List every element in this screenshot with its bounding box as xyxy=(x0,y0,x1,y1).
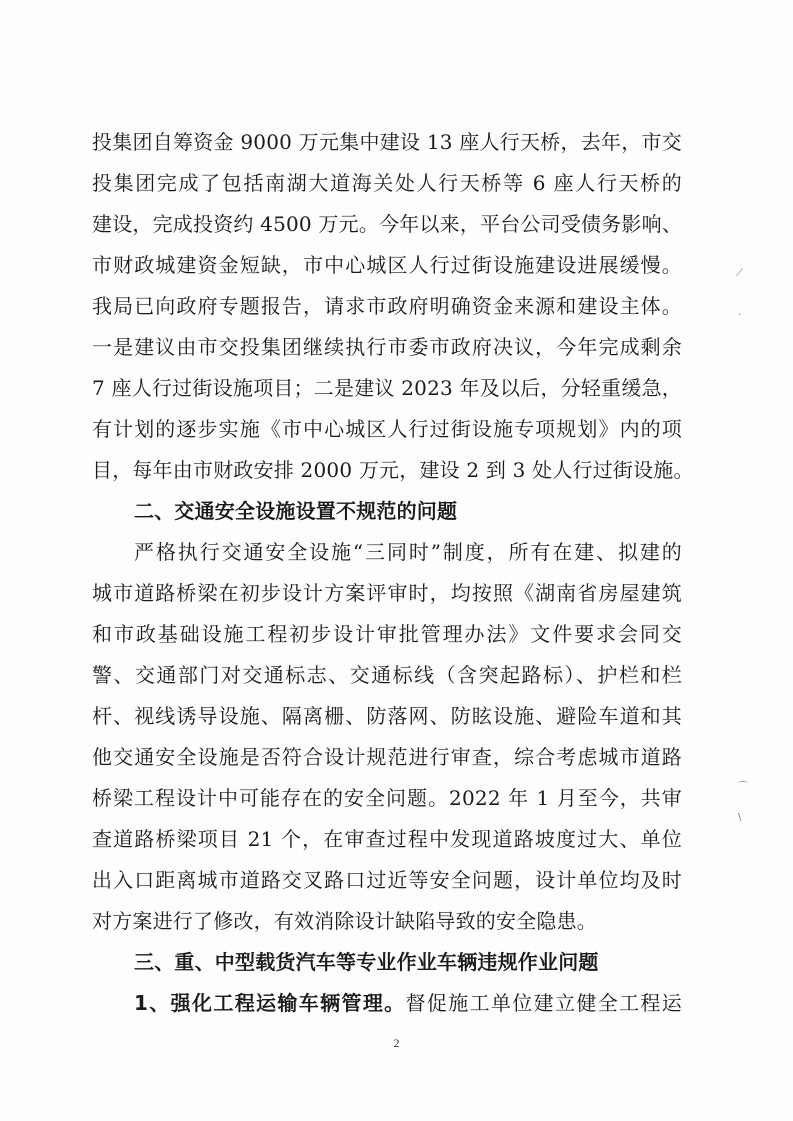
body-line: 杆、视线诱导设施、隔离栅、防落网、防眩设施、避险车道和其 xyxy=(92,704,682,728)
body-line: 和市政基础设施工程初步设计审批管理办法》文件要求会同交 xyxy=(92,622,682,646)
section-heading-3: 三、重、中型载货汽车等专业作业车辆违规作业问题 xyxy=(134,950,599,974)
body-line: 一是建议由市交投集团继续执行市委市政府决议，今年完成剩余 xyxy=(92,335,682,359)
body-line: 出入口距离城市道路交叉路口过近等安全问题，设计单位均及时 xyxy=(92,868,682,892)
body-line: 对方案进行了修改，有效消除设计缺陷导致的安全隐患。 xyxy=(92,909,597,933)
page-number: 2 xyxy=(393,1036,400,1050)
scan-mark: · xyxy=(738,310,742,321)
body-line: 有计划的逐步实施《市中心城区人行过街设施专项规划》内的项 xyxy=(92,417,682,441)
body-line: 城市道路桥梁在初步设计方案评审时，均按照《湖南省房屋建筑 xyxy=(92,581,682,605)
section-heading-2: 二、交通安全设施设置不规范的问题 xyxy=(134,499,458,523)
body-line: 他交通安全设施是否符合设计规范进行审查，综合考虑城市道路 xyxy=(92,745,682,769)
body-line: 7 座人行过街设施项目；二是建议 2023 年及以后，分轻重缓急， xyxy=(92,376,682,400)
body-line: 我局已向政府专题报告，请求市政府明确资金来源和建设主体。 xyxy=(92,294,682,318)
body-line: 桥梁工程设计中可能存在的安全问题。2022 年 1 月至今，共审 xyxy=(92,786,682,810)
scan-mark: ⌒ xyxy=(738,782,748,793)
scan-mark: ⟋ xyxy=(736,268,743,279)
item-lead: 1、强化工程运输车辆管理。 xyxy=(134,991,406,1015)
body-line: 投集团自筹资金 9000 万元集中建设 13 座人行天桥，去年，市交 xyxy=(92,130,682,154)
body-line: 严格执行交通安全设施“三同时”制度，所有在建、拟建的 xyxy=(134,540,682,564)
body-line: 查道路桥梁项目 21 个，在审查过程中发现道路坡度过大、单位 xyxy=(92,827,682,851)
body-line: 市财政城建资金短缺，市中心城区人行过街设施建设进展缓慢。 xyxy=(92,253,682,277)
body-line: 警、交通部门对交通标志、交通标线（含突起路标）、护栏和栏 xyxy=(92,663,682,687)
body-line: 建设，完成投资约 4500 万元。今年以来，平台公司受债务影响、 xyxy=(92,212,683,236)
item-text: 督促施工单位建立健全工程运 xyxy=(405,991,682,1015)
body-line: 目，每年由市财政安排 2000 万元，建设 2 到 3 处人行过街设施。 xyxy=(92,458,694,482)
scan-mark: \ xyxy=(738,812,742,823)
body-line: 投集团完成了包括南湖大道海关处人行天桥等 6 座人行天桥的 xyxy=(92,171,682,195)
item-line xyxy=(134,985,682,1021)
